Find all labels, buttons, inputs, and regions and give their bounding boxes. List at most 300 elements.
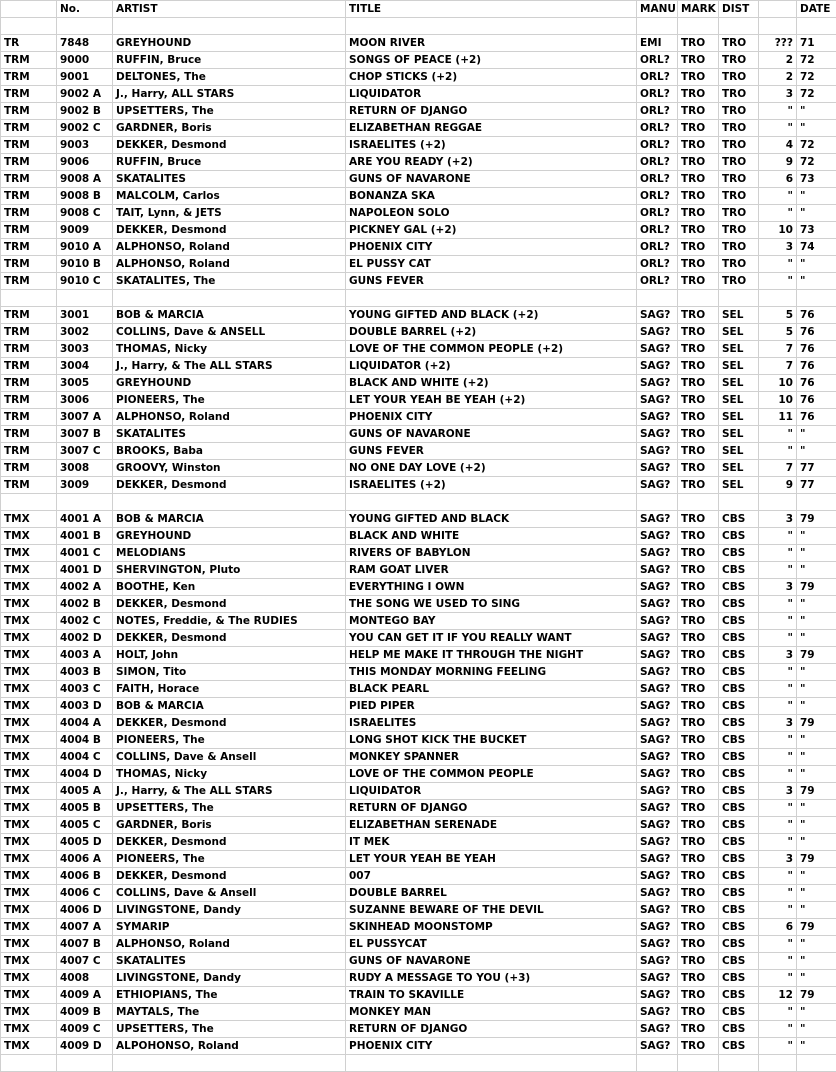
mark-cell: TRO [678,426,719,443]
mark-cell: TRO [678,273,719,290]
date-cell: " [797,120,836,137]
qty-cell: " [759,834,797,851]
title-cell: RETURN OF DJANGO [346,800,637,817]
date-cell [797,290,836,307]
qty-cell: " [759,443,797,460]
table-row [1,256,836,273]
dist-cell [719,290,759,307]
prefix-cell [1,1055,57,1072]
qty-cell: " [759,698,797,715]
date-cell: 79 [797,987,836,1004]
artist-cell: UPSETTERS, The [113,1021,346,1038]
mark-cell: TRO [678,511,719,528]
title-cell: SONGS OF PEACE (+2) [346,52,637,69]
artist-cell: PIONEERS, The [113,851,346,868]
dist-cell: CBS [719,987,759,1004]
title-cell: RIVERS OF BABYLON [346,545,637,562]
prefix-cell: TRM [1,137,57,154]
mark-cell [678,1055,719,1072]
prefix-cell: TMX [1,562,57,579]
mark-cell: TRO [678,936,719,953]
table-row [1,783,836,800]
prefix-cell: TRM [1,205,57,222]
date-cell: " [797,630,836,647]
prefix-cell: TMX [1,545,57,562]
artist-cell: SHERVINGTON, Pluto [113,562,346,579]
dist-cell: TRO [719,239,759,256]
qty-cell: 3 [759,86,797,103]
table-row [1,443,836,460]
manu-cell: SAG? [637,749,678,766]
prefix-cell: TMX [1,681,57,698]
prefix-cell: TMX [1,528,57,545]
dist-cell: CBS [719,732,759,749]
qty-cell [759,1055,797,1072]
qty-cell: 3 [759,715,797,732]
title-cell: MONTEGO BAY [346,613,637,630]
prefix-cell [1,290,57,307]
date-cell: 77 [797,477,836,494]
dist-cell: SEL [719,375,759,392]
artist-cell: DEKKER, Desmond [113,477,346,494]
number-cell: 4005 A [57,783,113,800]
prefix-cell: TMX [1,698,57,715]
artist-cell: ALPOHONSO, Roland [113,1038,346,1055]
manu-cell: ORL? [637,52,678,69]
artist-cell: DEKKER, Desmond [113,868,346,885]
title-cell: BONANZA SKA [346,188,637,205]
artist-cell: MAYTALS, The [113,1004,346,1021]
qty-cell: " [759,902,797,919]
qty-cell [759,18,797,35]
date-cell: " [797,443,836,460]
dist-cell: TRO [719,137,759,154]
prefix-cell: TMX [1,1038,57,1055]
dist-cell: CBS [719,562,759,579]
number-cell [57,18,113,35]
number-cell: 4002 B [57,596,113,613]
number-cell: 3007 C [57,443,113,460]
qty-cell: " [759,953,797,970]
prefix-cell [1,494,57,511]
number-cell: 4001 D [57,562,113,579]
dist-cell: SEL [719,426,759,443]
manu-cell: ORL? [637,239,678,256]
prefix-cell: TMX [1,783,57,800]
manu-cell: SAG? [637,443,678,460]
title-cell: BLACK AND WHITE (+2) [346,375,637,392]
qty-cell: " [759,562,797,579]
date-cell [797,18,836,35]
mark-cell: TRO [678,188,719,205]
mark-cell [678,290,719,307]
mark-cell: TRO [678,647,719,664]
title-cell: LET YOUR YEAH BE YEAH (+2) [346,392,637,409]
dist-cell: CBS [719,579,759,596]
mark-cell: TRO [678,120,719,137]
dist-cell: TRO [719,52,759,69]
number-cell: 4004 C [57,749,113,766]
manu-cell [637,290,678,307]
title-cell: GUNS FEVER [346,273,637,290]
number-cell: 4003 D [57,698,113,715]
table-row [1,205,836,222]
number-cell: 4005 D [57,834,113,851]
number-cell: 4001 B [57,528,113,545]
dist-cell: TRO [719,86,759,103]
qty-cell: " [759,596,797,613]
dist-cell: CBS [719,630,759,647]
artist-cell: DEKKER, Desmond [113,630,346,647]
table-row [1,715,836,732]
dist-cell: SEL [719,358,759,375]
number-cell: 3008 [57,460,113,477]
table-row [1,664,836,681]
manu-cell [637,1055,678,1072]
manu-cell: SAG? [637,341,678,358]
number-cell: 3007 B [57,426,113,443]
mark-cell: TRO [678,477,719,494]
prefix-cell: TMX [1,613,57,630]
dist-cell: SEL [719,409,759,426]
title-cell: SKINHEAD MOONSTOMP [346,919,637,936]
number-cell: 4006 C [57,885,113,902]
title-cell: YOUNG GIFTED AND BLACK (+2) [346,307,637,324]
mark-cell: TRO [678,1038,719,1055]
manu-cell: SAG? [637,1038,678,1055]
manu-cell: SAG? [637,613,678,630]
prefix-cell: TRM [1,307,57,324]
artist-cell: GREYHOUND [113,528,346,545]
title-cell: THIS MONDAY MORNING FEELING [346,664,637,681]
qty-cell [759,494,797,511]
date-cell: " [797,613,836,630]
qty-cell: 11 [759,409,797,426]
qty-cell: 6 [759,171,797,188]
mark-cell: TRO [678,528,719,545]
manu-cell: SAG? [637,851,678,868]
manu-cell: ORL? [637,69,678,86]
table-row [1,171,836,188]
mark-cell: TRO [678,460,719,477]
manu-cell: ORL? [637,86,678,103]
manu-cell: SAG? [637,715,678,732]
number-cell: 4004 B [57,732,113,749]
table-row [1,953,836,970]
manu-cell: ORL? [637,256,678,273]
date-cell: 76 [797,324,836,341]
title-cell: ISRAELITES [346,715,637,732]
dist-cell: TRO [719,154,759,171]
artist-cell [113,494,346,511]
date-cell: " [797,766,836,783]
prefix-cell: TMX [1,766,57,783]
prefix-cell: TRM [1,52,57,69]
date-cell: " [797,664,836,681]
mark-cell: TRO [678,341,719,358]
manu-cell: SAG? [637,375,678,392]
table-row [1,749,836,766]
table-row [1,52,836,69]
artist-cell: PIONEERS, The [113,732,346,749]
number-cell: 4002 A [57,579,113,596]
qty-cell: " [759,868,797,885]
number-cell: 3007 A [57,409,113,426]
table-row [1,511,836,528]
mark-cell: TRO [678,205,719,222]
table-body [1,18,836,1072]
date-cell: " [797,1021,836,1038]
date-cell: 79 [797,511,836,528]
mark-cell: TRO [678,970,719,987]
qty-cell: " [759,273,797,290]
number-cell: 4005 B [57,800,113,817]
title-cell: GUNS OF NAVARONE [346,171,637,188]
number-cell: 4001 A [57,511,113,528]
table-row [1,800,836,817]
dist-cell: TRO [719,69,759,86]
artist-cell: LIVINGSTONE, Dandy [113,902,346,919]
mark-cell: TRO [678,613,719,630]
manu-cell: ORL? [637,222,678,239]
manu-cell: SAG? [637,647,678,664]
table-row [1,120,836,137]
date-cell: " [797,732,836,749]
table-row [1,392,836,409]
artist-cell: SKATALITES [113,171,346,188]
prefix-cell: TMX [1,579,57,596]
qty-cell: 7 [759,460,797,477]
qty-cell: 6 [759,919,797,936]
dist-cell: CBS [719,868,759,885]
title-cell: LIQUIDATOR [346,783,637,800]
table-row [1,868,836,885]
artist-cell: SIMON, Tito [113,664,346,681]
title-cell: RETURN OF DJANGO [346,103,637,120]
qty-cell: 7 [759,358,797,375]
prefix-cell: TMX [1,1021,57,1038]
artist-cell: HOLT, John [113,647,346,664]
table-row [1,545,836,562]
table-row [1,86,836,103]
mark-cell: TRO [678,256,719,273]
artist-cell: COLLINS, Dave & ANSELL [113,324,346,341]
dist-cell: CBS [719,783,759,800]
date-cell: " [797,103,836,120]
date-cell: 72 [797,69,836,86]
date-cell: 76 [797,358,836,375]
title-cell: ISRAELITES (+2) [346,137,637,154]
prefix-cell: TMX [1,919,57,936]
dist-cell: CBS [719,715,759,732]
title-cell: PHOENIX CITY [346,1038,637,1055]
table-row [1,69,836,86]
title-cell: LET YOUR YEAH BE YEAH [346,851,637,868]
manu-cell: SAG? [637,562,678,579]
dist-cell: TRO [719,171,759,188]
mark-cell: TRO [678,817,719,834]
number-cell: 4009 C [57,1021,113,1038]
dist-cell: CBS [719,545,759,562]
prefix-cell: TRM [1,409,57,426]
qty-cell: " [759,732,797,749]
title-cell: NAPOLEON SOLO [346,205,637,222]
number-cell: 4009 D [57,1038,113,1055]
dist-cell: CBS [719,766,759,783]
date-cell: 72 [797,86,836,103]
artist-cell: ALPHONSO, Roland [113,256,346,273]
table-row [1,885,836,902]
dist-cell: CBS [719,528,759,545]
manu-cell: SAG? [637,528,678,545]
number-cell: 4003 C [57,681,113,698]
table-row [1,460,836,477]
prefix-cell: TMX [1,647,57,664]
manu-cell [637,18,678,35]
mark-cell: TRO [678,919,719,936]
manu-cell: ORL? [637,205,678,222]
mark-cell: TRO [678,154,719,171]
number-cell [57,1055,113,1072]
qty-cell: 9 [759,477,797,494]
title-cell: SUZANNE BEWARE OF THE DEVIL [346,902,637,919]
table-row [1,528,836,545]
qty-cell: 9 [759,154,797,171]
mark-cell: TRO [678,698,719,715]
dist-cell: CBS [719,885,759,902]
title-cell: PIED PIPER [346,698,637,715]
artist-cell [113,18,346,35]
dist-cell: TRO [719,120,759,137]
date-cell: 79 [797,851,836,868]
manu-cell: SAG? [637,545,678,562]
number-cell: 4009 B [57,1004,113,1021]
header-cell-manu: MANU [637,1,678,18]
prefix-cell: TRM [1,477,57,494]
table-row [1,307,836,324]
title-cell: LOVE OF THE COMMON PEOPLE (+2) [346,341,637,358]
artist-cell: NOTES, Freddie, & The RUDIES [113,613,346,630]
prefix-cell: TMX [1,800,57,817]
artist-cell [113,290,346,307]
artist-cell: LIVINGSTONE, Dandy [113,970,346,987]
qty-cell: " [759,205,797,222]
table-row [1,239,836,256]
dist-cell: SEL [719,307,759,324]
number-cell: 9001 [57,69,113,86]
number-cell: 4002 D [57,630,113,647]
table-row [1,766,836,783]
manu-cell: SAG? [637,664,678,681]
mark-cell: TRO [678,715,719,732]
prefix-cell: TMX [1,664,57,681]
date-cell: 77 [797,460,836,477]
title-cell: DOUBLE BARREL (+2) [346,324,637,341]
mark-cell: TRO [678,885,719,902]
manu-cell: SAG? [637,1021,678,1038]
number-cell: 4006 B [57,868,113,885]
number-cell: 3003 [57,341,113,358]
artist-cell: ALPHONSO, Roland [113,239,346,256]
prefix-cell: TMX [1,732,57,749]
title-cell: MONKEY MAN [346,1004,637,1021]
number-cell: 4006 D [57,902,113,919]
qty-cell: 10 [759,375,797,392]
manu-cell: SAG? [637,698,678,715]
number-cell: 9002 A [57,86,113,103]
dist-cell: CBS [719,749,759,766]
mark-cell: TRO [678,664,719,681]
dist-cell: CBS [719,613,759,630]
qty-cell: " [759,630,797,647]
table-row [1,562,836,579]
prefix-cell [1,18,57,35]
date-cell: " [797,545,836,562]
date-cell: 76 [797,307,836,324]
table-row [1,579,836,596]
title-cell: DOUBLE BARREL [346,885,637,902]
prefix-cell: TRM [1,358,57,375]
mark-cell: TRO [678,783,719,800]
qty-cell: " [759,188,797,205]
title-cell: RETURN OF DJANGO [346,1021,637,1038]
table-row [1,732,836,749]
artist-cell: SYMARIP [113,919,346,936]
artist-cell: COLLINS, Dave & Ansell [113,885,346,902]
artist-cell: ALPHONSO, Roland [113,409,346,426]
title-cell: PICKNEY GAL (+2) [346,222,637,239]
qty-cell: 4 [759,137,797,154]
qty-cell: 5 [759,307,797,324]
number-cell: 4007 A [57,919,113,936]
manu-cell: SAG? [637,732,678,749]
manu-cell: SAG? [637,885,678,902]
date-cell: 72 [797,137,836,154]
date-cell [797,1055,836,1072]
dist-cell: CBS [719,919,759,936]
number-cell: 9000 [57,52,113,69]
number-cell: 9010 A [57,239,113,256]
manu-cell: SAG? [637,426,678,443]
artist-cell: GARDNER, Boris [113,120,346,137]
mark-cell: TRO [678,358,719,375]
mark-cell: TRO [678,953,719,970]
dist-cell: CBS [719,647,759,664]
artist-cell: COLLINS, Dave & Ansell [113,749,346,766]
table-row [1,154,836,171]
mark-cell: TRO [678,851,719,868]
prefix-cell: TRM [1,324,57,341]
number-cell [57,290,113,307]
manu-cell: SAG? [637,477,678,494]
manu-cell: SAG? [637,460,678,477]
header-row [1,1,836,18]
mark-cell [678,18,719,35]
date-cell: 76 [797,392,836,409]
date-cell: 76 [797,375,836,392]
manu-cell: SAG? [637,681,678,698]
header-cell-artist: ARTIST [113,1,346,18]
number-cell: 4007 C [57,953,113,970]
date-cell: " [797,817,836,834]
dist-cell: CBS [719,834,759,851]
mark-cell: TRO [678,545,719,562]
table-row [1,35,836,52]
table-row [1,698,836,715]
table-row [1,647,836,664]
table-row [1,970,836,987]
title-cell: ELIZABETHAN SERENADE [346,817,637,834]
